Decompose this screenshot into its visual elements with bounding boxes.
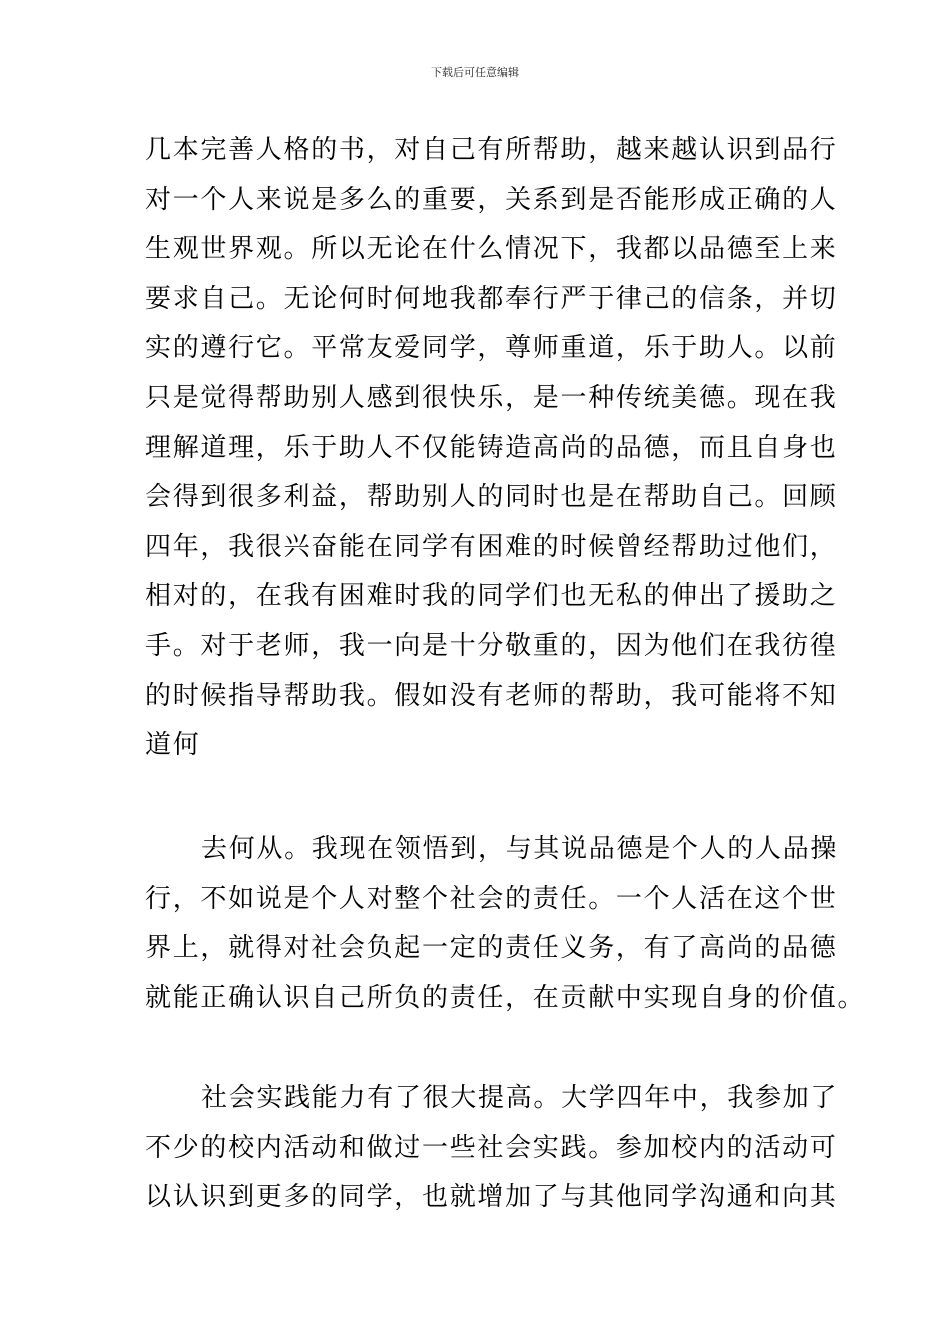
text-line: 几本完善人格的书，对自己有所帮助，越来越认识到品行	[145, 135, 838, 165]
text-line: 对一个人来说是多么的重要，关系到是否能形成正确的人	[145, 184, 838, 215]
text-line: 就能正确认识自己所负的责任，在贡献中实现自身的价值。	[145, 982, 866, 1013]
text-line: 生观世界观。所以无论在什么情况下，我都以品德至上来	[145, 234, 838, 265]
text-line: 只是觉得帮助别人感到很快乐，是一种传统美德。现在我	[145, 382, 838, 413]
text-line: 以认识到更多的同学，也就增加了与其他同学沟通和向其	[145, 1182, 838, 1213]
text-line: 会得到很多利益，帮助别人的同时也是在帮助自己。回顾	[145, 482, 838, 513]
text-line: 要求自己。无论何时何地我都奉行严于律己的信条，并切	[145, 283, 838, 314]
paragraph-2	[145, 825, 866, 1023]
text-line: 道何	[145, 730, 201, 761]
paragraph-3	[145, 1074, 839, 1223]
text-line: 理解道理，乐于助人不仅能铸造高尚的品德，而且自身也	[145, 432, 838, 463]
text-line: 社会实践能力有了很大提高。大学四年中，我参加了	[201, 1083, 839, 1113]
text-line: 去何从。我现在领悟到，与其说品德是个人的人品操	[201, 834, 839, 864]
text-line: 不少的校内活动和做过一些社会实践。参加校内的活动可	[145, 1132, 838, 1163]
text-line: 界上，就得对社会负起一定的责任义务，有了高尚的品德	[145, 933, 838, 964]
text-line: 四年，我很兴奋能在同学有困难的时候曾经帮助过他们，	[145, 531, 838, 562]
text-line: 手。对于老师，我一向是十分敬重的，因为他们在我彷徨	[145, 630, 838, 661]
paragraph-1	[145, 126, 838, 771]
page-header: 下载后可任意编辑	[431, 66, 519, 79]
text-line: 实的遵行它。平常友爱同学，尊师重道，乐于助人。以前	[145, 333, 838, 364]
text-line: 相对的，在我有困难时我的同学们也无私的伸出了援助之	[145, 581, 838, 612]
text-line: 行，不如说是个人对整个社会的责任。一个人活在这个世	[145, 883, 838, 914]
text-line: 的时候指导帮助我。假如没有老师的帮助，我可能将不知	[145, 680, 838, 711]
